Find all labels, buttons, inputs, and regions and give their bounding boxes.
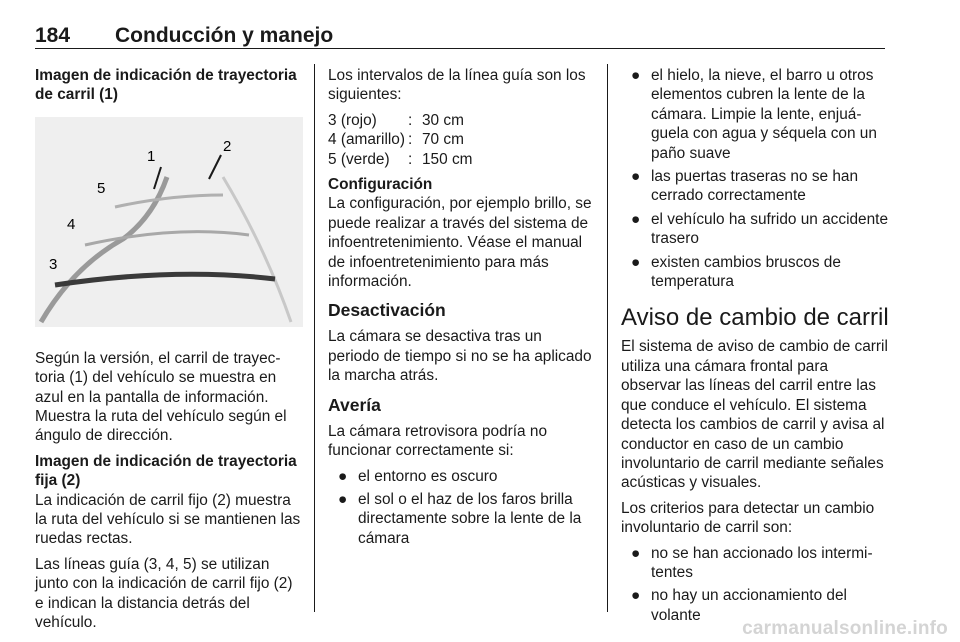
bullet-icon: ● bbox=[631, 168, 641, 186]
figure-label-5: 5 bbox=[97, 179, 106, 197]
table-row bbox=[328, 150, 472, 169]
list-item: ● el entorno es oscuro bbox=[338, 467, 498, 485]
guide-lines-diagram bbox=[35, 117, 303, 327]
figure-label-4: 4 bbox=[67, 215, 76, 233]
interval-sep: : bbox=[408, 150, 413, 168]
criteria-list bbox=[621, 544, 889, 626]
camera-guide-figure bbox=[35, 117, 303, 327]
paragraph-lane-criteria: Los criterios para detectar un cambio involuntario de carril son: bbox=[621, 499, 875, 537]
interval-value: 150 cm bbox=[422, 150, 473, 168]
paragraph-fault: La cámara retrovisora podría no funcionar correctamente si: bbox=[328, 422, 548, 460]
column-divider-2 bbox=[607, 64, 608, 612]
bullet-icon: ● bbox=[631, 67, 641, 84]
figure-label-1: 1 bbox=[147, 147, 156, 165]
bullet-icon: ● bbox=[631, 544, 641, 562]
bullet-icon: ● bbox=[338, 490, 348, 508]
interval-label: 4 (amarillo) bbox=[328, 131, 405, 149]
column-divider-1 bbox=[314, 64, 315, 612]
fault-list bbox=[328, 467, 596, 549]
page-header bbox=[35, 10, 885, 49]
list-item: ● el sol o el haz de los faros brilla directamente sobre la lente de la cámara bbox=[338, 490, 582, 547]
watermark: carmanualsonline.info bbox=[742, 618, 948, 639]
column-3 bbox=[621, 66, 889, 631]
paragraph-config: La configuración, por ejemplo brillo, se puede realizar a través del sistema de infoentretenimiento. Véase el manual de infoentretenimiento para más información. bbox=[328, 195, 592, 291]
section-heading-trajectory: Imagen de indicación de trayectoria de carril (1) bbox=[35, 67, 297, 104]
section-heading-fault: Avería bbox=[328, 394, 381, 415]
list-item: ● las puertas traseras no se han cerrado correctamente bbox=[631, 168, 859, 205]
paragraph-deactivation: La cámara se desactiva tras un periodo de tiempo si no se ha aplicado la marcha atrás. bbox=[328, 328, 592, 385]
list-item: ● existen cambios bruscos de temperatura bbox=[631, 253, 841, 291]
section-heading-fixed: Imagen de indicación de trayectoria fija (2) bbox=[35, 452, 297, 490]
bullet-icon: ● bbox=[631, 210, 641, 228]
list-item: ● no hay un accionamiento del volante bbox=[631, 587, 847, 624]
table-row bbox=[328, 111, 472, 130]
interval-sep: : bbox=[408, 111, 413, 129]
paragraph-fixed: La indicación de carril fijo (2) muestra la ruta del vehículo si se mantienen las ruedas rectas. bbox=[35, 491, 301, 548]
interval-label: 3 (rojo) bbox=[328, 111, 377, 129]
section-heading-deactivation: Desactivación bbox=[328, 300, 446, 321]
bullet-icon: ● bbox=[631, 587, 641, 605]
page-title: Conducción y manejo bbox=[115, 24, 334, 47]
bullet-icon: ● bbox=[631, 253, 641, 271]
section-heading-config: Configuración bbox=[328, 176, 433, 194]
section-heading-lane-departure: Aviso de cambio de carril bbox=[621, 304, 889, 332]
interval-sep: : bbox=[408, 131, 413, 149]
interval-value: 70 cm bbox=[422, 131, 464, 149]
figure-label-3: 3 bbox=[49, 255, 58, 273]
guide-intervals-table bbox=[328, 111, 472, 169]
paragraph-trajectory: Según la versión, el carril de trayectoria (1) del vehículo se muestra en azul en la pantalla de información. Muestra la ruta del vehículo según el ángulo de dirección. bbox=[35, 349, 287, 445]
bullet-icon: ● bbox=[338, 467, 348, 485]
table-row bbox=[328, 130, 472, 149]
list-item: ● el hielo, la nieve, el barro u otros elementos cubren la lente de la cámara. Limpie la lente, enjuáguela con agua y séquela con un paño suave bbox=[631, 67, 877, 162]
list-item: ● el vehículo ha sufrido un accidente trasero bbox=[631, 210, 888, 248]
paragraph-guide-lines: Las líneas guía (3, 4, 5) se utilizan junto con la indicación de carril fijo (2) e indican la distancia detrás del vehículo. bbox=[35, 555, 293, 632]
figure-label-2: 2 bbox=[223, 137, 232, 155]
fault-list-continued bbox=[621, 66, 889, 291]
interval-value: 30 cm bbox=[422, 111, 464, 129]
paragraph-lane-system: El sistema de aviso de cambio de carril utiliza una cámara frontal para observar las líneas del carril entre las que conduce el vehículo. El sistema detecta los cambios de carril y avisa al conductor en caso de un cambio involuntario de carril mediante señales acústicas y visuales. bbox=[621, 338, 888, 492]
list-item: ● no se han accionado los intermitentes bbox=[631, 544, 873, 581]
interval-label: 5 (verde) bbox=[328, 150, 390, 168]
column-1 bbox=[35, 66, 303, 639]
page-number: 184 bbox=[35, 24, 71, 47]
paragraph-intervals: Los intervalos de la línea guía son los siguientes: bbox=[328, 67, 586, 104]
column-2 bbox=[328, 66, 596, 554]
